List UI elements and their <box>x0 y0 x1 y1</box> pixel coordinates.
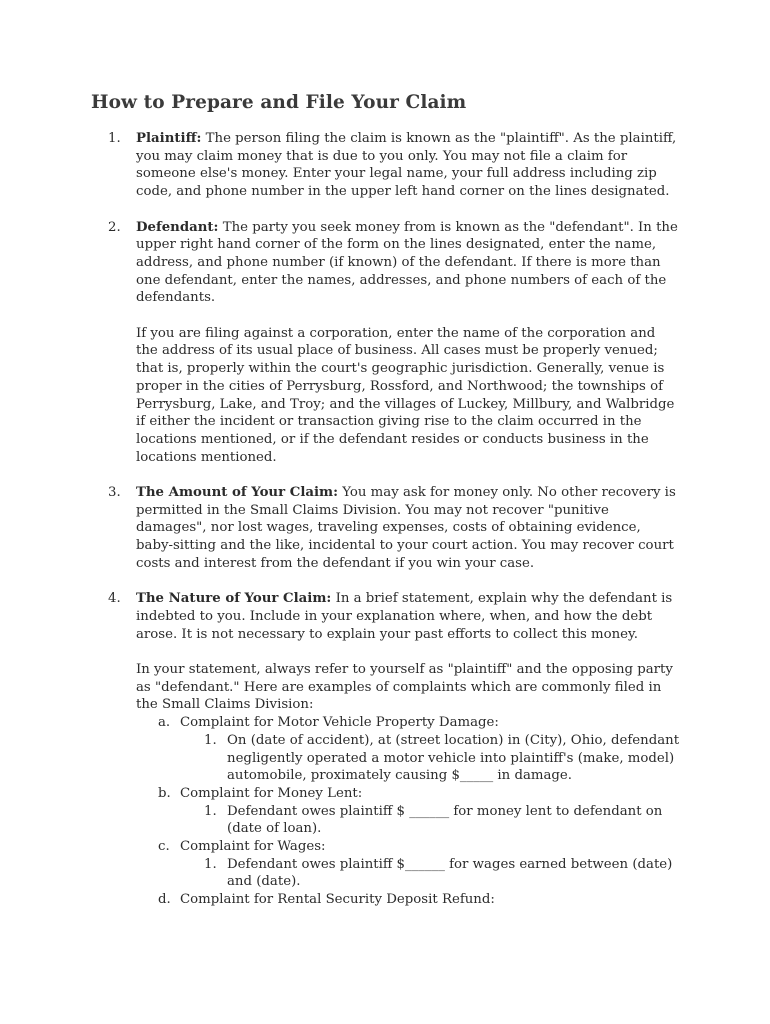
example-number: 1. <box>204 803 217 819</box>
sub-item-money-lent <box>136 785 680 803</box>
example-number: 1. <box>204 856 217 872</box>
sub-item-letter: d. <box>158 892 171 908</box>
sub-item-letter: c. <box>158 839 170 855</box>
item-paragraph <box>136 484 680 573</box>
item-text: You may ask for money only. No other recovery is permitted in the Small Claims Division. You may not recover "punitive damages", nor lost wages, traveling expenses, costs of obtaining evidence, baby-sitting and the like, incidental to your court action. You may recover court costs and interest from the defendant if you win your case. <box>136 485 676 571</box>
item-number: 2. <box>108 219 121 235</box>
example-item <box>136 803 680 838</box>
example-text: Defendant owes plaintiff $______ for wages earned between (date) and (date). <box>227 856 673 890</box>
item-paragraph <box>136 590 680 643</box>
example-number: 1. <box>204 732 217 748</box>
sub-item-label: Complaint for Money Lent: <box>180 785 363 801</box>
item-heading: Defendant: <box>136 219 219 235</box>
item-number: 4. <box>108 591 121 607</box>
sub-item-motor-vehicle <box>136 714 680 732</box>
sub-item-label: Complaint for Wages: <box>180 839 326 855</box>
list-item-nature <box>108 590 680 909</box>
complaint-examples-list <box>136 714 680 909</box>
item-heading: The Amount of Your Claim: <box>136 485 339 501</box>
instructions-list <box>108 130 680 927</box>
page-title: How to Prepare and File Your Claim <box>91 92 467 113</box>
sub-item-letter: a. <box>158 715 171 731</box>
list-item-plaintiff <box>108 130 680 201</box>
sub-item-label: Complaint for Rental Security Deposit Refund: <box>180 892 495 908</box>
example-item <box>136 732 680 785</box>
item-text: In a brief statement, explain why the defendant is indebted to you. Include in your explanation where, when, and how the debt arose. It is not necessary to explain your past efforts to collect this money. <box>136 591 673 642</box>
item-text: The person filing the claim is known as the "plaintiff". As the plaintiff, you may claim money that is due to you only. You may not file a claim for someone else's money. Enter your legal name, your full address including zip code, and phone number in the upper left hand corner on the lines designated. <box>136 131 677 200</box>
item-heading: Plaintiff: <box>136 131 202 146</box>
item-heading: The Nature of Your Claim: <box>136 591 332 607</box>
sub-item-wages <box>136 838 680 856</box>
item-paragraph <box>136 219 680 308</box>
item-number: 3. <box>108 485 121 501</box>
item-paragraph <box>136 130 680 201</box>
sub-item-security-deposit <box>136 891 680 909</box>
item-paragraph-2: If you are filing against a corporation, enter the name of the corporation and the address of its usual place of business. All cases must be properly venued; that is, properly within the court's geographic jurisdiction. Generally, venue is proper in the cities of Perrysburg, Rossford, and Northwood; the townships of Perrysburg, Lake, and Troy; and the villages of Luckey, Millbury, and Walbridge if either the incident or transaction giving rise to the claim occurred in the locations mentioned, or if the defendant resides or conducts business in the locations mentioned. <box>136 325 675 465</box>
item-number: 1. <box>108 131 121 146</box>
item-text: The party you seek money from is known as the "defendant". In the upper right hand corner of the form on the lines designated, enter the name, address, and phone number (if known) of the defendant. If there is more than one defendant, enter the names, addresses, and phone numbers of each of the defendants. <box>136 219 678 306</box>
example-text: Defendant owes plaintiff $ ______ for money lent to defendant on (date of loan). <box>227 803 663 837</box>
list-item-defendant <box>108 219 680 467</box>
item-paragraph-2: In your statement, always refer to yourself as "plaintiff" and the opposing party as "defendant." Here are examples of complaints which are commonly filed in the Small Claims Division: <box>136 662 673 713</box>
example-text: On (date of accident), at (street location) in (City), Ohio, defendant negligently operated a motor vehicle into plaintiff's (make, model) automobile, proximately causing $_____ in damage. <box>227 732 680 784</box>
sub-item-label: Complaint for Motor Vehicle Property Damage: <box>180 715 499 731</box>
sub-item-letter: b. <box>158 785 171 801</box>
example-item <box>136 856 680 891</box>
list-item-amount <box>108 484 680 573</box>
